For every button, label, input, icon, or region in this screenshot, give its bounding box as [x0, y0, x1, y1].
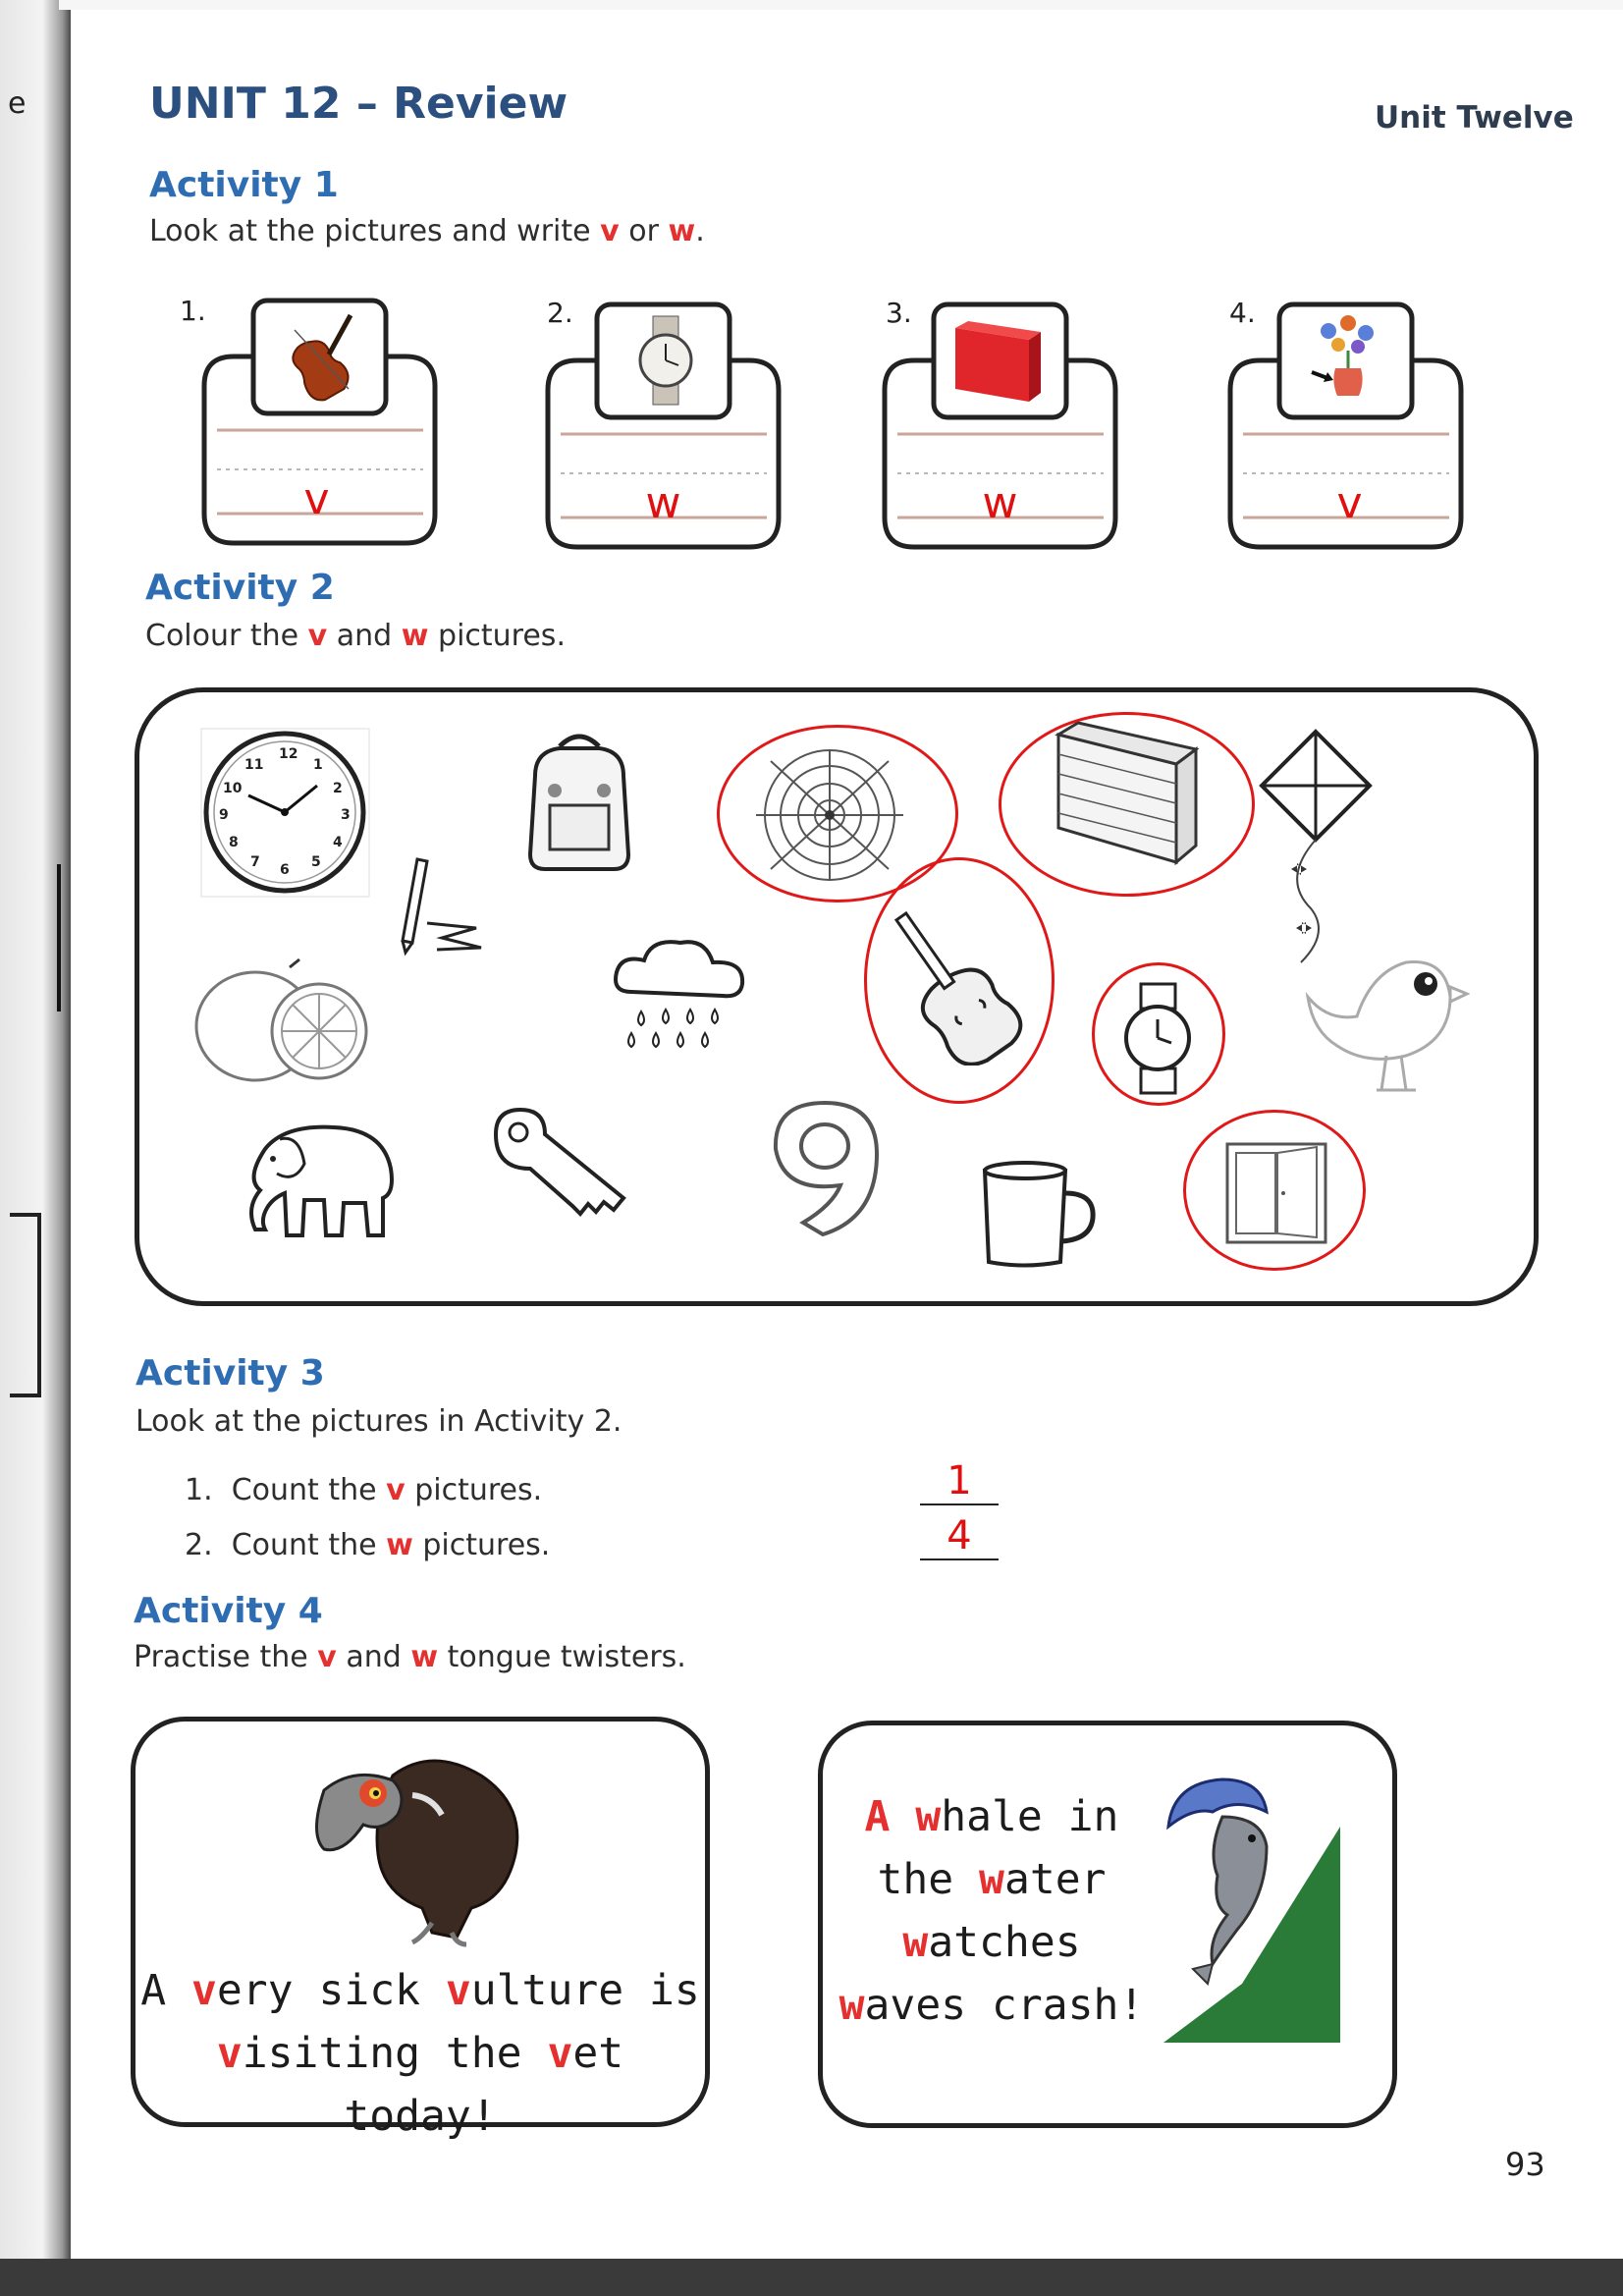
twister-whale-line-2: the water — [877, 1855, 1107, 1904]
whale-picture — [1154, 1758, 1350, 2052]
unit-dash: – — [355, 79, 378, 129]
key-picture — [486, 1100, 633, 1228]
card-4-answer: v — [1336, 478, 1363, 528]
card-1-number: 1. — [180, 295, 206, 327]
ring-wristwatch — [1092, 962, 1225, 1106]
write-card-2 — [543, 297, 764, 528]
ring-brick-wall — [999, 712, 1255, 897]
card-2-answer: w — [645, 478, 681, 528]
page-number: 93 — [1505, 2146, 1545, 2183]
kite-picture — [1242, 722, 1389, 967]
clock-picture: 12 1 2 3 4 5 6 7 8 9 10 11 — [199, 727, 371, 899]
activity-1-instructions: Look at the pictures and write v or w. — [149, 214, 705, 248]
ring-window — [1183, 1110, 1366, 1271]
book-spine — [0, 0, 71, 2296]
activity-3-instructions: Look at the pictures in Activity 2. — [135, 1404, 622, 1439]
count-answer-2: 4 — [920, 1513, 999, 1560]
twister-vulture-line-2: visiting the vet today! — [216, 2029, 624, 2141]
previous-page-mark — [10, 864, 61, 1011]
bird-picture — [1288, 933, 1470, 1105]
activity-4-title: Activity 4 — [134, 1591, 323, 1631]
count-item-1: 1. Count the v pictures. — [185, 1473, 543, 1507]
twister-vulture-line-1: A very sick vulture is — [140, 1966, 700, 2015]
previous-page-letter: e — [8, 86, 27, 121]
wall-icon — [950, 318, 1049, 407]
unit-title — [149, 79, 568, 129]
count-answer-1: 1 — [920, 1458, 999, 1505]
ring-violin — [864, 857, 1055, 1104]
write-card-3 — [880, 297, 1101, 528]
vulture-picture — [285, 1736, 530, 1947]
page-top-edge — [59, 0, 1623, 10]
rain-cloud-picture — [607, 933, 754, 1070]
violin-icon — [290, 310, 358, 404]
lemon-picture — [187, 957, 373, 1085]
card-4-number: 4. — [1229, 297, 1256, 329]
activity-2-title: Activity 2 — [145, 568, 335, 608]
twister-whale-line-4: waves crash! — [839, 1981, 1145, 2030]
write-card-4 — [1225, 297, 1446, 528]
watch-icon — [631, 314, 700, 408]
vase-icon — [1304, 311, 1392, 410]
previous-page-bracket — [10, 1213, 41, 1397]
card-2-number: 2. — [547, 297, 573, 329]
twister-whale-line-1: A whale in — [864, 1792, 1119, 1841]
unit-number: UNIT 12 — [149, 79, 342, 129]
twister-whale-line-3: watches — [902, 1918, 1081, 1967]
count-item-2: 2. Count the w pictures. — [185, 1528, 551, 1562]
unit-review: Review — [393, 79, 568, 129]
card-1-answer: v — [303, 474, 330, 524]
page-bottom-edge — [0, 2259, 1623, 2296]
activity-2-instructions: Colour the v and w pictures. — [145, 619, 566, 653]
activity-4-instructions: Practise the v and w tongue twisters. — [134, 1640, 686, 1674]
twister-whale-text — [825, 1785, 1159, 2037]
card-3-answer: w — [982, 478, 1018, 528]
elephant-picture — [226, 1110, 412, 1247]
pen-picture — [388, 849, 496, 957]
backpack-picture — [511, 727, 648, 874]
card-3-number: 3. — [886, 297, 912, 329]
activity-3-title: Activity 3 — [135, 1353, 325, 1394]
twister-vulture-text — [135, 1959, 705, 2148]
mug-picture — [977, 1159, 1105, 1272]
write-card-1 — [180, 293, 420, 524]
number-nine-picture — [764, 1095, 887, 1242]
unit-running-head: Unit Twelve — [1375, 100, 1574, 136]
activity-1-title: Activity 1 — [149, 165, 339, 205]
